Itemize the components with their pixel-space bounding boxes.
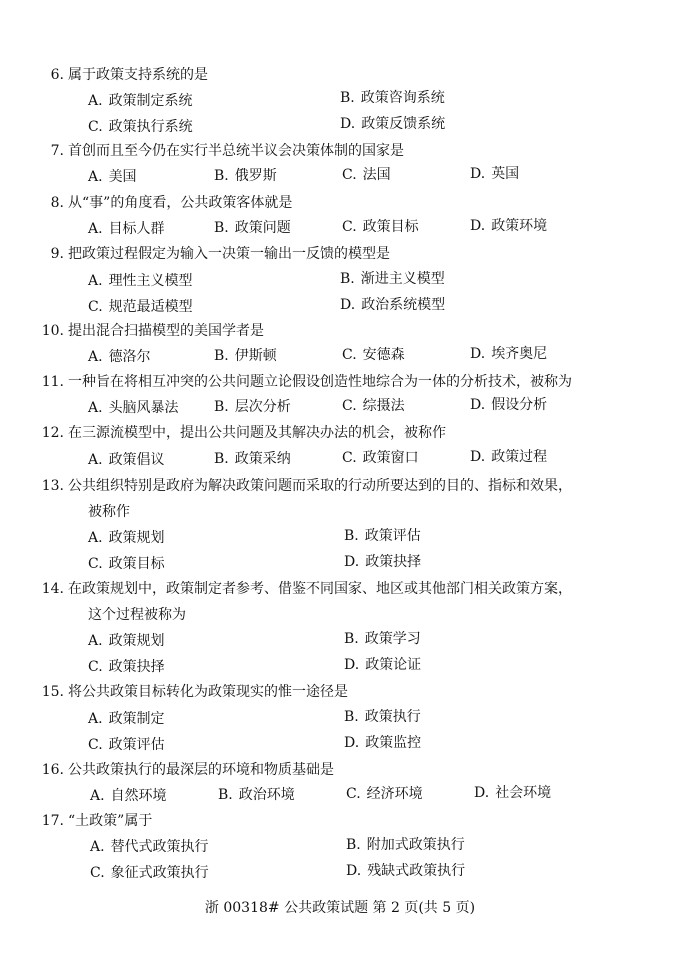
option-a [90, 787, 167, 805]
option-c [342, 397, 405, 415]
question-stem: 首创而且至今仍在实行半总统半议会决策体制的国家是 [68, 143, 404, 159]
option-text: 渐进主义模型 [360, 271, 445, 287]
question-number: 11. [41, 374, 64, 390]
option-letter: C. [88, 737, 103, 753]
option-letter: C. [346, 786, 361, 802]
option-letter: C. [342, 347, 357, 363]
option-text: 政策规划 [108, 530, 165, 546]
option-text: 附加式政策执行 [366, 837, 465, 853]
option-letter: A. [88, 221, 103, 237]
question-number: 15. [41, 684, 64, 700]
option-b [340, 89, 445, 107]
question-stem: 从“事”的角度看，公共政策客体就是 [68, 195, 293, 211]
option-text: 政策过程 [491, 449, 548, 465]
option-text: 伊斯顿 [234, 348, 277, 364]
option-letter: C. [342, 219, 357, 235]
option-text: 埃齐奥尼 [491, 346, 548, 362]
option-letter: D. [470, 449, 486, 465]
option-b [346, 836, 465, 854]
question-13 [36, 477, 572, 495]
option-text: 政策执行 [364, 709, 421, 725]
option-b [214, 347, 277, 365]
question-stem: 属于政策支持系统的是 [68, 67, 208, 83]
option-c [88, 736, 165, 754]
option-text: 安德森 [362, 347, 405, 363]
option-text: 政策规划 [108, 633, 165, 649]
option-b [344, 630, 421, 648]
question-10 [36, 322, 264, 340]
option-text: 俄罗斯 [234, 168, 277, 184]
option-letter: A. [88, 530, 103, 546]
option-c [88, 298, 193, 316]
option-text: 政策目标 [108, 556, 165, 572]
option-c [88, 118, 193, 136]
question-stem: 公共组织特别是政府为解决政策问题而采取的行动所要达到的目的、指标和效果， [68, 478, 572, 494]
question-stem: 在政策规划中，政策制定者参考、借鉴不同国家、地区或其他部门相关政策方案， [68, 581, 572, 597]
question-stem: “土政策”属于 [68, 813, 153, 829]
option-text: 层次分析 [234, 399, 291, 415]
option-text: 经济环境 [366, 786, 423, 802]
option-letter: D. [340, 116, 356, 132]
option-d [346, 862, 465, 880]
option-c [90, 864, 209, 882]
option-b [214, 167, 277, 185]
option-letter: A. [88, 93, 103, 109]
option-d [470, 165, 519, 183]
option-b [344, 527, 421, 545]
option-letter: C. [90, 865, 105, 881]
option-letter: C. [88, 119, 103, 135]
question-12 [36, 424, 446, 442]
option-letter: C. [342, 167, 357, 183]
option-c [342, 346, 405, 364]
option-letter: D. [470, 397, 486, 413]
option-letter: A. [88, 633, 103, 649]
question-stem: 将公共政策目标转化为政策现实的惟一途径是 [68, 684, 348, 700]
option-text: 政策评估 [364, 528, 421, 544]
question-stem-continuation: 被称作 [88, 504, 130, 520]
question-15 [36, 683, 348, 701]
option-text: 社会环境 [495, 785, 552, 801]
option-letter: D. [470, 166, 486, 182]
question-7 [36, 142, 404, 160]
option-text: 政策咨询系统 [360, 90, 445, 106]
question-17 [36, 812, 152, 830]
option-letter: A. [88, 349, 103, 365]
option-a [88, 710, 165, 728]
option-text: 自然环境 [110, 788, 167, 804]
option-b [214, 398, 291, 416]
option-b [214, 450, 291, 468]
option-letter: A. [90, 788, 105, 804]
option-a [88, 220, 165, 238]
option-text: 政策采纳 [234, 451, 291, 467]
option-text: 政治环境 [238, 787, 295, 803]
question-8 [36, 194, 292, 212]
option-d [340, 296, 445, 314]
option-letter: A. [88, 711, 103, 727]
question-6 [36, 66, 208, 84]
option-letter: B. [214, 399, 229, 415]
option-b [340, 270, 445, 288]
question-number: 17. [41, 813, 64, 829]
question-stem: 公共政策执行的最深层的环境和物质基础是 [68, 762, 334, 778]
option-text: 替代式政策执行 [110, 839, 209, 855]
option-text: 政策目标 [362, 219, 419, 235]
option-text: 目标人群 [108, 221, 165, 237]
option-c [88, 555, 165, 573]
option-letter: B. [214, 348, 229, 364]
option-d [340, 115, 445, 133]
option-letter: B. [214, 451, 229, 467]
option-b [214, 219, 291, 237]
option-c [342, 166, 391, 184]
option-text: 政策倡议 [108, 452, 165, 468]
option-letter: B. [344, 631, 359, 647]
option-text: 政策问题 [234, 220, 291, 236]
option-d [344, 553, 421, 571]
option-c [342, 449, 419, 467]
question-number: 7. [50, 143, 64, 159]
option-a [88, 92, 193, 110]
option-text: 政策制定系统 [108, 93, 193, 109]
option-text: 假设分析 [491, 397, 548, 413]
option-a [88, 529, 165, 547]
option-text: 法国 [362, 167, 391, 183]
option-b [344, 708, 421, 726]
option-letter: D. [470, 218, 486, 234]
option-text: 政策反馈系统 [361, 116, 446, 132]
option-text: 政策执行系统 [108, 119, 193, 135]
option-text: 英国 [491, 166, 520, 182]
option-letter: B. [344, 528, 359, 544]
option-d [344, 656, 421, 674]
question-9 [36, 245, 390, 263]
option-letter: B. [218, 787, 233, 803]
question-number: 10. [41, 323, 64, 339]
question-number: 8. [50, 195, 64, 211]
option-letter: D. [470, 346, 486, 362]
option-letter: B. [214, 168, 229, 184]
option-letter: D. [346, 863, 362, 879]
option-text: 政策制定 [108, 711, 165, 727]
option-b [218, 786, 295, 804]
option-letter: C. [342, 398, 357, 414]
question-14 [36, 580, 572, 598]
option-letter: A. [88, 452, 103, 468]
option-letter: B. [344, 709, 359, 725]
question-11 [36, 373, 572, 391]
option-c [88, 658, 165, 676]
option-a [88, 399, 179, 417]
question-stem: 在三源流模型中，提出公共问题及其解决办法的机会，被称作 [68, 425, 446, 441]
question-number: 12. [41, 425, 64, 441]
option-text: 规范最适模型 [108, 299, 193, 315]
option-text: 政策窗口 [362, 450, 419, 466]
option-letter: D. [344, 554, 360, 570]
option-text: 政策环境 [491, 218, 548, 234]
question-number: 6. [50, 67, 64, 83]
option-a [88, 272, 193, 290]
option-d [470, 217, 547, 235]
option-a [88, 451, 165, 469]
option-d [470, 396, 547, 414]
page-footer: 浙 00318# 公共政策试题 第 2 页(共 5 页) [204, 900, 476, 916]
option-letter: D. [474, 785, 490, 801]
option-c [346, 785, 423, 803]
option-text: 政策评估 [108, 737, 165, 753]
option-letter: A. [88, 169, 103, 185]
option-letter: C. [342, 450, 357, 466]
option-text: 象征式政策执行 [110, 865, 209, 881]
option-letter: C. [88, 556, 103, 572]
option-text: 政策学习 [364, 631, 421, 647]
option-d [344, 734, 421, 752]
option-c [342, 218, 419, 236]
option-letter: C. [88, 659, 103, 675]
option-text: 政策抉择 [365, 554, 422, 570]
option-letter: D. [340, 297, 356, 313]
option-text: 政治系统模型 [361, 297, 446, 313]
option-a [88, 168, 137, 186]
option-text: 美国 [108, 169, 137, 185]
question-stem-continuation: 这个过程被称为 [88, 607, 186, 623]
option-a [88, 632, 165, 650]
question-number: 13. [41, 478, 64, 494]
option-text: 头脑风暴法 [108, 400, 179, 416]
option-letter: A. [88, 400, 103, 416]
option-a [88, 348, 151, 366]
question-stem: 提出混合扫描模型的美国学者是 [68, 323, 264, 339]
option-letter: B. [346, 837, 361, 853]
question-number: 14. [41, 581, 64, 597]
option-d [470, 345, 547, 363]
option-a [90, 838, 209, 856]
option-letter: B. [214, 220, 229, 236]
option-letter: D. [344, 657, 360, 673]
question-stem: 一种旨在将相互冲突的公共问题立论假设创造性地综合为一体的分析技术，被称为 [68, 374, 572, 390]
option-text: 政策监控 [365, 735, 422, 751]
question-number: 9. [50, 246, 64, 262]
option-letter: B. [340, 271, 355, 287]
option-letter: C. [88, 299, 103, 315]
option-text: 德洛尔 [108, 349, 151, 365]
option-letter: B. [340, 90, 355, 106]
option-text: 政策抉择 [108, 659, 165, 675]
question-stem: 把政策过程假定为输入一决策一输出一反馈的模型是 [68, 246, 390, 262]
option-letter: A. [90, 839, 105, 855]
option-d [470, 448, 547, 466]
option-text: 残缺式政策执行 [367, 863, 466, 879]
option-letter: D. [344, 735, 360, 751]
option-d [474, 784, 551, 802]
option-text: 政策论证 [365, 657, 422, 673]
question-number: 16. [41, 762, 64, 778]
option-text: 理性主义模型 [108, 273, 193, 289]
option-text: 综摄法 [362, 398, 405, 414]
option-letter: A. [88, 273, 103, 289]
question-16 [36, 761, 334, 779]
